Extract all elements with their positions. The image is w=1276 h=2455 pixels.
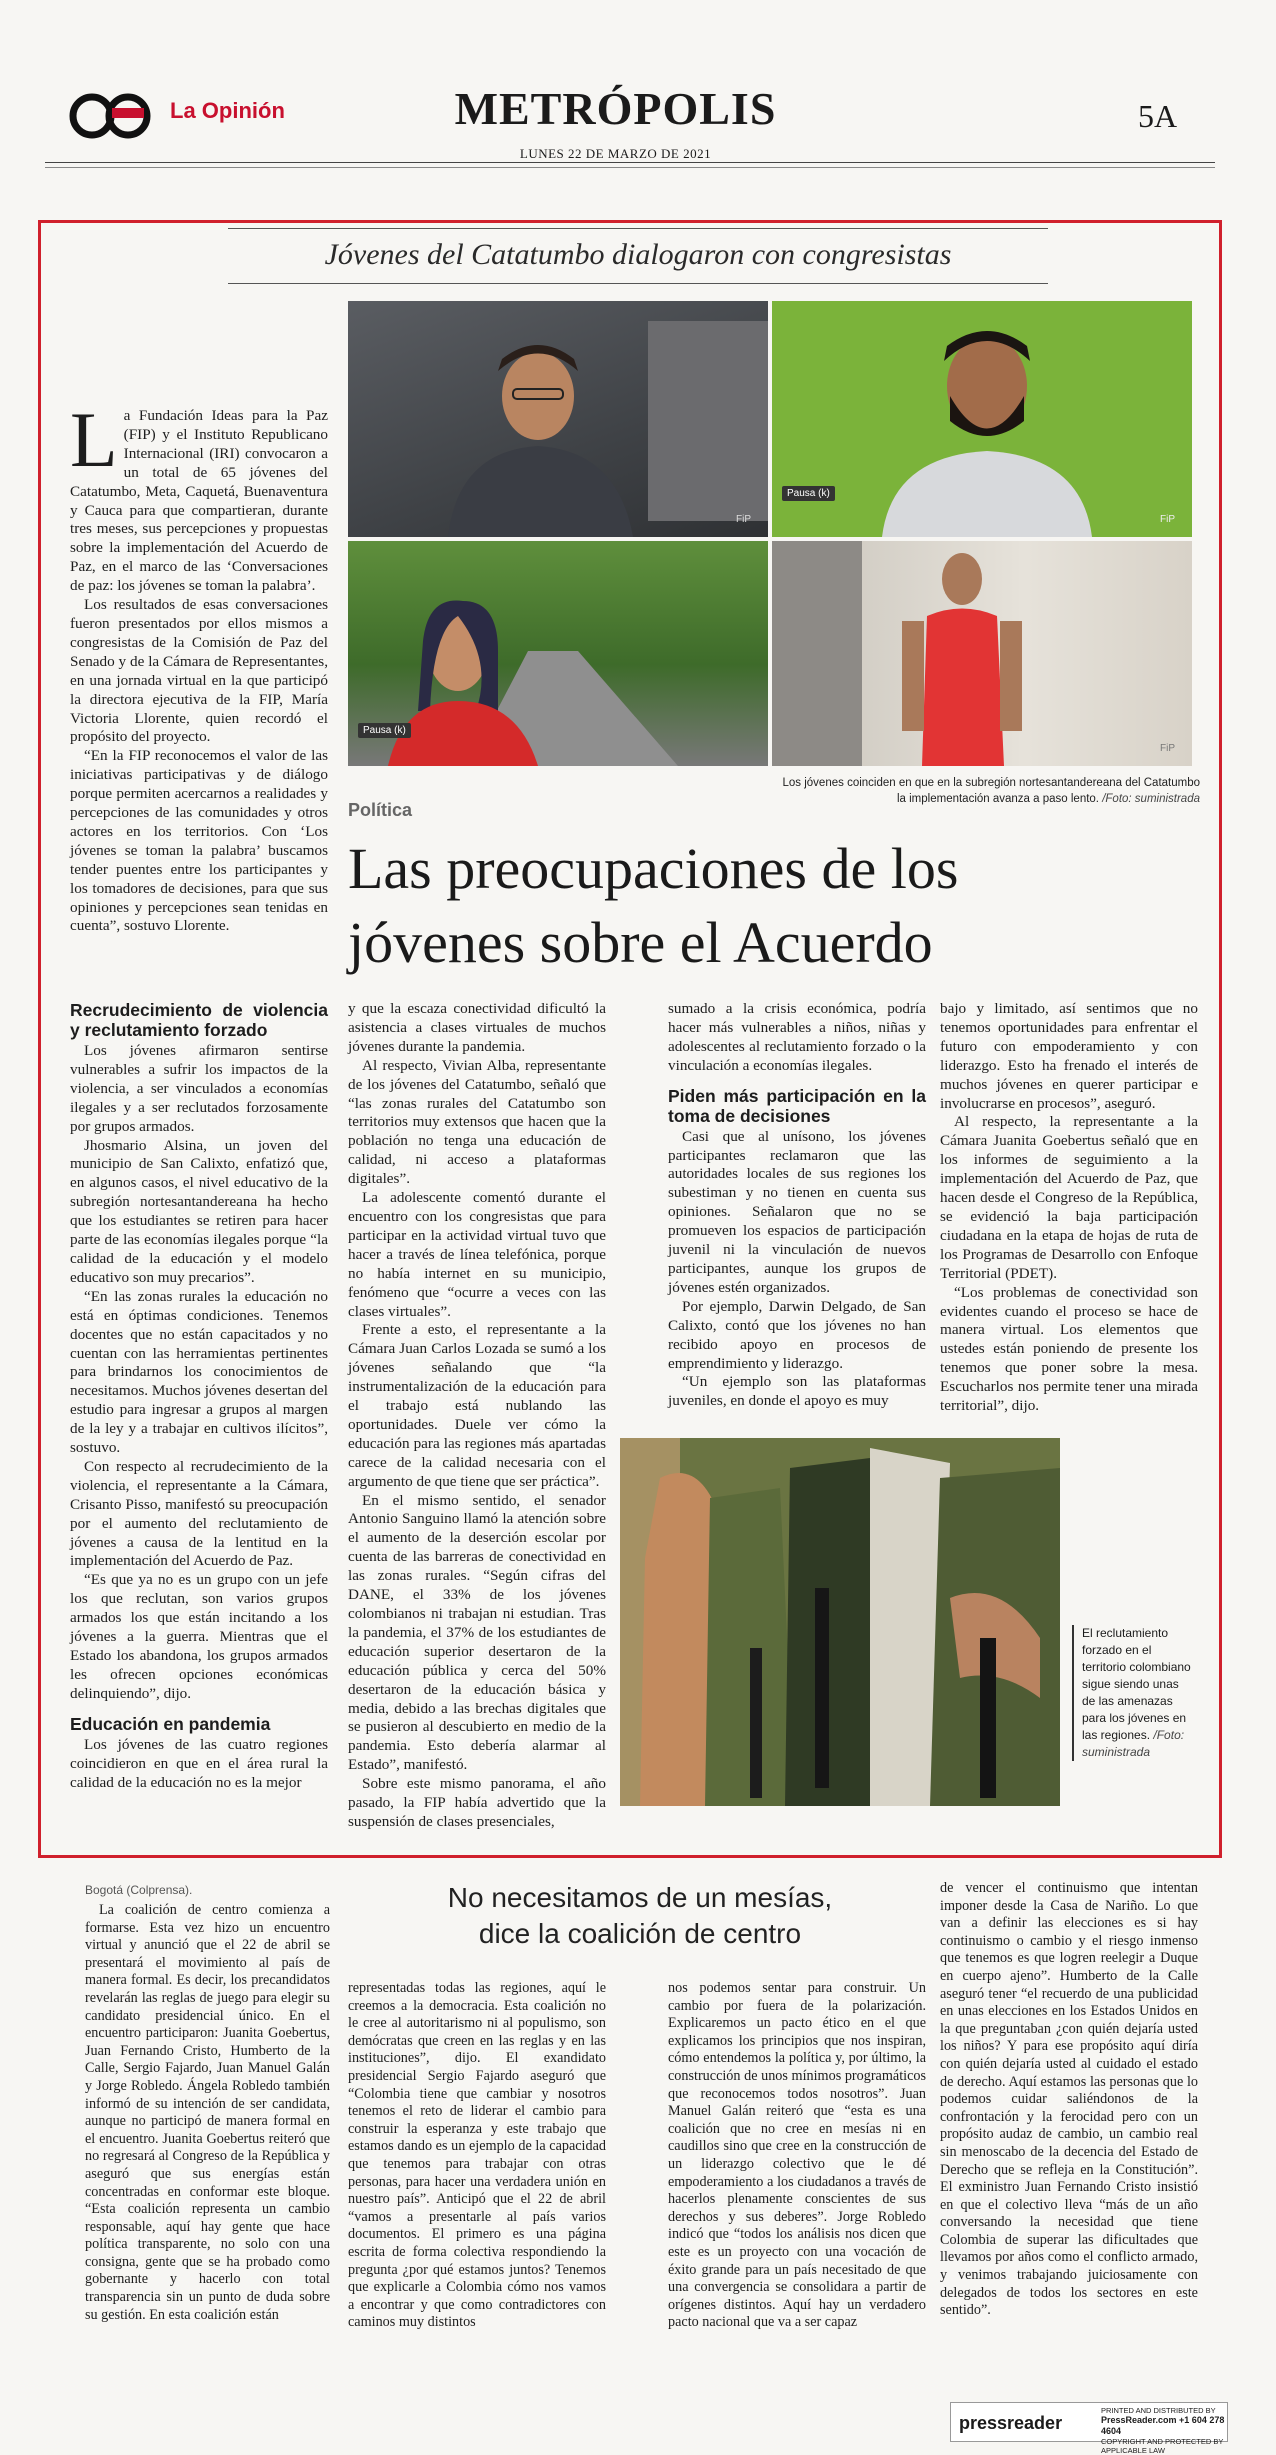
page-number: 5A xyxy=(1138,98,1178,134)
pause-label: Pausa (k) xyxy=(358,723,411,738)
photo-caption xyxy=(780,775,1200,807)
body-paragraph: “Un ejemplo son las plataformas juveniles, en donde el apoyo es muy xyxy=(668,1373,926,1410)
photo-watermark: FiP xyxy=(736,514,751,525)
second-article-column-2 xyxy=(348,1980,606,2332)
notice-line: PRINTED AND DISTRIBUTED BY xyxy=(1101,2406,1216,2415)
article-column-4 xyxy=(940,1000,1198,1416)
article-column-1 xyxy=(70,990,328,1792)
article-headline: Las preocupaciones de los jóvenes sobre el Acuerdo xyxy=(348,836,959,975)
kicker-rule-top xyxy=(228,228,1048,229)
photo-young-woman-road xyxy=(348,541,768,766)
masthead-rule xyxy=(45,162,1215,163)
body-paragraph: bajo y limitado, así sentimos que no tenemos oportunidades para enfrentar el futuro con empoderamiento y con liderazgo. Esto ha frenado el interés de muchos jóvenes en querer participar e involucrarse en procesos”, aseguró. xyxy=(940,1000,1198,1112)
body-paragraph: y que la escaza conectividad dificultó la asistencia a clases virtuales de muchos jóvenes durante la pandemia. xyxy=(348,1000,606,1055)
photo-caption-2 xyxy=(1072,1625,1192,1761)
lead-paragraph: a Fundación Ideas para la Paz (FIP) y el Instituto Republicano Internacional (IRI) convocaron a un total de 65 jóvenes del Catatumbo, Meta, Caquetá, Buenaventura y Cauca para que compartieran, durante tres meses, sus percepciones y propuestas sobre la implementación del Acuerdo de Paz, en el marco de las ‘Conversaciones de paz: los jóvenes se toman la palabra’. xyxy=(70,407,328,595)
photo-watermark: FiP xyxy=(1160,514,1175,525)
photo-young-man-glasses xyxy=(348,301,768,537)
body-paragraph: “En la FIP reconocemos el valor de las iniciativas participativas y de diálogo porque permiten acercarnos a realidades y percepciones de las comunidades y otros actores en los territorios. Con ‘Los jóvenes se toman la palabra’ buscamos tender puentes entre los participantes y los tomadores de decisiones, para que sus opiniones y percepciones sean tenidas en cuenta”, sostuvo Llorente. xyxy=(70,747,328,935)
article-rubric: Política xyxy=(348,800,413,820)
body-paragraph: sumado a la crisis económica, podría hacer más vulnerables a niños, niñas y adolescentes al reclutamiento forzado o la vinculación a economías ilegales. xyxy=(668,1000,926,1074)
pressreader-badge[interactable] xyxy=(950,2402,1228,2455)
second-article-headline xyxy=(330,1880,950,1952)
subheading: Educación en pandemia xyxy=(70,1713,271,1734)
body-paragraph: Al respecto, la representante a la Cámara Juanita Goebertus señaló que en los informes de seguimiento a la implementación del Acuerdo de Paz, que hacen desde el Congreso de la República, se evidenció la baja participación ciudadana en la etapa de hojas de ruta de los Programas de Desarrollo con Enfoque Territorial (PDET). xyxy=(940,1113,1198,1282)
body-paragraph: En el mismo sentido, el senador Antonio Sanguino llamó la atención sobre el aumento de la deserción escolar por cuenta de las barreras de conectividad en las zonas rurales. “Según cifras del DANE, el 33% de los jóvenes colombianos ni trabajan ni estudian. Tras la pandemia, el 37% de los estudiantes de educación superior desertaron de la educación pública y cerca del 50% desertaron de la educación básica y media, debido a las brechas digitales que se pusieron al descubierto en medio de la pandemia. Esto debería alarmar al Estado”, manifestó. xyxy=(348,1491,606,1774)
pressreader-logo: pressreader xyxy=(959,2413,1063,2433)
body-paragraph: representadas todas las regiones, aquí le creemos a la democracia. Esta coalición no le cree al autoritarismo ni al populismo, son demócratas que creen en las reglas y en las instituciones”, dijo. El exandidato presidencial Sergio Fajardo aseguró que “Colombia tiene que cambiar y nosotros tenemos el reto de liderar el cambio para construir la esperanza y este trabajo que estamos dando es un ejemplo de la capacidad que tenemos para trabajar con otras personas, para hacer una verdadera unión en nuestro país”. Anticipó que el 22 de abril “vamos a presentarle al país varios documentos. El primero es una página escrita de forma colectiva respondiendo la pregunta ¿por qué estamos juntos? Tenemos que explicarle a Colombia cómo nos vamos a encontrar y que como contradictores con caminos muy distintos xyxy=(348,1980,606,2331)
subheading: Recrudecimiento de violencia y reclutamiento forzado xyxy=(70,1000,328,1040)
headline-line: dice la coalición de centro xyxy=(478,1918,802,1949)
article-dateline: Bogotá (Colprensa). xyxy=(85,1883,193,1897)
kicker-rule-bottom xyxy=(228,283,1048,284)
body-paragraph: de vencer el continuismo que intentan imponer desde la Casa de Nariño. Lo que van a definir las elecciones es si hay continuismo o cambio y el riesgo inmenso que tenemos es que logren reelegir a Duque en cuerpo ajeno”. Humberto de la Calle aseguró tener “el recuerdo de una publicidad en unas elecciones en los Estados Unidos en la que preguntaban ¿con quién dejaría usted los niños? Y para ese propósito aquí diría con quién dejaría usted al cuidado el estado de derecho. Aquí estamos las personas que lo podemos cuidar saliéndonos de la confrontación y la ferocidad pero con un propósito audaz de cambio, un cambio real sin menoscabo de la decencia del Estado de Derecho que se refleja en la Constitución”. El exministro Juan Fernando Cristo insistió en que el colectivo lleva “más de un año conversando la necesidad que tiene Colombia de superar las dificultades que llevamos por años como el conflicto armado, y venimos trabajando juiciosamente con delegados de todos los sectores en este sentido”. xyxy=(940,1880,1198,2319)
drop-cap: L xyxy=(70,396,118,483)
brand-name: La Opinión xyxy=(170,98,285,123)
body-paragraph: Con respecto al recrudecimiento de la violencia, el representante a la Cámara, Crisanto Pisso, manifestó su preocupación por el aumento del reclutamiento de jóvenes a causa de la lentitud en la implementación del Acuerdo de Paz. xyxy=(70,1457,328,1570)
body-paragraph: Por ejemplo, Darwin Delgado, de San Calixto, contó que los jóvenes no han recibido apoyo en procesos de emprendimiento y liderazgo. xyxy=(668,1297,926,1372)
second-article-column-4 xyxy=(940,1880,1198,2320)
second-article-column-1 xyxy=(85,1902,330,2324)
photo-man-red-shirt xyxy=(772,541,1192,766)
notice-line: COPYRIGHT AND PROTECTED BY APPLICABLE LAW xyxy=(1101,2437,1224,2455)
notice-line: PressReader.com +1 604 278 4604 xyxy=(1101,2415,1225,2436)
body-paragraph: Jhosmario Alsina, un joven del municipio de San Calixto, enfatizó que, en algunos casos, el nivel educativo de la subregión nortesantandereana ha hecho que los estudiantes se retiren para hacer parte de las economías ilegales porque “la calidad de la educación y el modelo educativo son muy precarios”. xyxy=(70,1136,328,1286)
photo-credit: /Foto: suministrada xyxy=(1082,1728,1185,1759)
photo-armed-group xyxy=(620,1438,1060,1806)
body-paragraph: Los jóvenes afirmaron sentirse vulnerables a sufrir los impactos de la violencia, a ser vinculados a economías ilegales y a ser reclutados forzosamente por grupos armados. xyxy=(70,1042,328,1135)
caption-text: El reclutamiento forzado en el territorio colombiano sigue siendo unas de las amenazas para los jóvenes en las regiones. xyxy=(1082,1626,1191,1742)
subheading: Piden más participación en la toma de decisiones xyxy=(668,1085,926,1126)
photo-credit: /Foto: suministrada xyxy=(1102,793,1200,805)
pressreader-notice xyxy=(1101,2406,1227,2455)
body-paragraph: Casi que al unísono, los jóvenes participantes reclamaron que las autoridades locales de sus regiones los subestiman y no tienen en cuenta sus opiniones. Señalaron que no se promueven los espacios de participación juvenil ni la vinculación de nuevos participantes, aunque los grupos de jóvenes estén organizados. xyxy=(668,1127,926,1296)
article-lead-column xyxy=(70,396,328,936)
article-column-2 xyxy=(348,1000,606,1832)
body-paragraph: Los resultados de esas conversaciones fueron presentados por ellos mismos a congresistas de la Comisión de Paz del Senado y de la Cámara de Representantes, en una jornada virtual en la que participó la directora ejecutiva de la FIP, María Victoria Llorente, quien recordó el propósito del proyecto. xyxy=(70,596,328,746)
photo-watermark: FiP xyxy=(1160,743,1175,754)
headline-line: No necesitamos de un mesías, xyxy=(447,1882,833,1913)
photo-bearded-man xyxy=(772,301,1192,537)
body-paragraph: La adolescente comentó durante el encuentro con los congresistas que para participar en la actividad virtual tuvo que hacer a través de línea telefónica, porque no había internet en su municipio, fenómeno que “ocurre a veces con las clases virtuales”. xyxy=(348,1189,606,1320)
issue-date: LUNES 22 DE MARZO DE 2021 xyxy=(519,146,712,161)
article-column-3 xyxy=(668,1000,926,1411)
body-paragraph: Frente a esto, el representante a la Cámara Juan Carlos Lozada se sumó a los jóvenes señalando que “la instrumentalización de la educación para el trabajo está nublando las oportunidades. Duele ver cómo la educación para las regiones más apartadas carece de la calidad necesaria con el argumento de que tiene que ser práctica”. xyxy=(348,1321,606,1490)
second-article-column-3 xyxy=(668,1980,926,2332)
body-paragraph: nos podemos sentar para construir. Un cambio por fuera de la polarización. Explicaremos un pacto ético en el que explicamos los principios que nos inspiran, cómo entendemos la política y, por último, la construcción de unos mínimos programáticos que reconocemos todos nosotros”. Juan Manuel Galán reiteró que “esta es una coalición que no cree en mesías ni en caudillos sino que cree en la construcción de un liderazgo colectivo que le dé empoderamiento a los ciudadanos a través de hacerlos plenamente conscientes de sus derechos y sus deberes”. Jorge Robledo indicó que “todos los análisis nos dicen que este es un proyecto con una vocación de éxito grande para un país necesitado de que una convergencia se consolidara a partir de orígenes distintos. Aquí hay un verdadero pacto nacional que va a ser capaz xyxy=(668,1980,926,2331)
body-paragraph: Al respecto, Vivian Alba, representante de los jóvenes del Catatumbo, señaló que “las zonas rurales del Catatumbo son territorios muy extensos que hacen que la población no tenga una educación de calidad, ni acceso a plataformas digitales”. xyxy=(348,1056,606,1188)
masthead-rule-thin xyxy=(45,167,1215,168)
body-paragraph: “En las zonas rurales la educación no está en óptimas condiciones. Tenemos docentes que no están capacitados y no cuentan con las herramientas pertinentes para brindarnos los conocimientos de necesitamos. Muchos jóvenes desertan del estudio para ingresar a grupos al margen de la ley y a trabajar en cultivos ilícitos”, sostuvo. xyxy=(70,1287,328,1457)
section-title: METRÓPOLIS xyxy=(454,83,777,134)
body-paragraph: Sobre este mismo panorama, el año pasado, la FIP había advertido que la suspensión de clases presenciales, xyxy=(348,1775,606,1830)
pause-label: Pausa (k) xyxy=(782,486,835,501)
body-paragraph: La coalición de centro comienza a formarse. Esta vez hizo un encuentro virtual y anunció que el 22 de abril se presentará el movimiento al país de manera formal. Es decir, los precandidatos revelarán las reglas de juego para elegir su candidato presidencial único. En el encuentro participaron: Juanita Goebertus, Juan Fernando Cristo, Humberto de la Calle, Sergio Fajardo, Juan Manuel Galán y Jorge Robledo. Ángela Robledo también informó de su intención de ser candidata, aunque no participó de manera formal en el encuentro. Juanita Goebertus reiteró que no regresará al Congreso de la República y aseguró que sus energías están concentradas en conformar este bloque. “Esta coalición representa un cambio responsable, aquí hay gente que hace política transparente, no solo con una consigna, gente que se ha probado como gobernante y hacerlo con total transparencia sin un punto de duda sobre su gestión. En esta coalición están xyxy=(85,1902,330,2323)
article-kicker: Jóvenes del Catatumbo dialogaron con congresistas xyxy=(324,238,952,271)
body-paragraph: “Los problemas de conectividad son evidentes cuando el proceso se hace de manera virtual. Los elementos que ustedes están poniendo de presente los tenemos que poner sobre la mesa. Escucharlos nos permite tener una mirada territorial”, dijo. xyxy=(940,1283,1198,1415)
body-paragraph: Los jóvenes de las cuatro regiones coincidieron en que en el área rural la calidad de la educación no es la mejor xyxy=(70,1735,328,1791)
caption-text: Los jóvenes coinciden en que en la subregión nortesantandereana del Catatumbo la implementación avanza a paso lento. xyxy=(782,777,1200,805)
body-paragraph: “Es que ya no es un grupo con un jefe los que reclutan, son varios grupos armados los que están incitando a los jóvenes a la guerra. Mientras que el Estado los abandona, los grupos armados les ofrecen opciones económicas delinquiendo”, dijo. xyxy=(70,1571,328,1702)
